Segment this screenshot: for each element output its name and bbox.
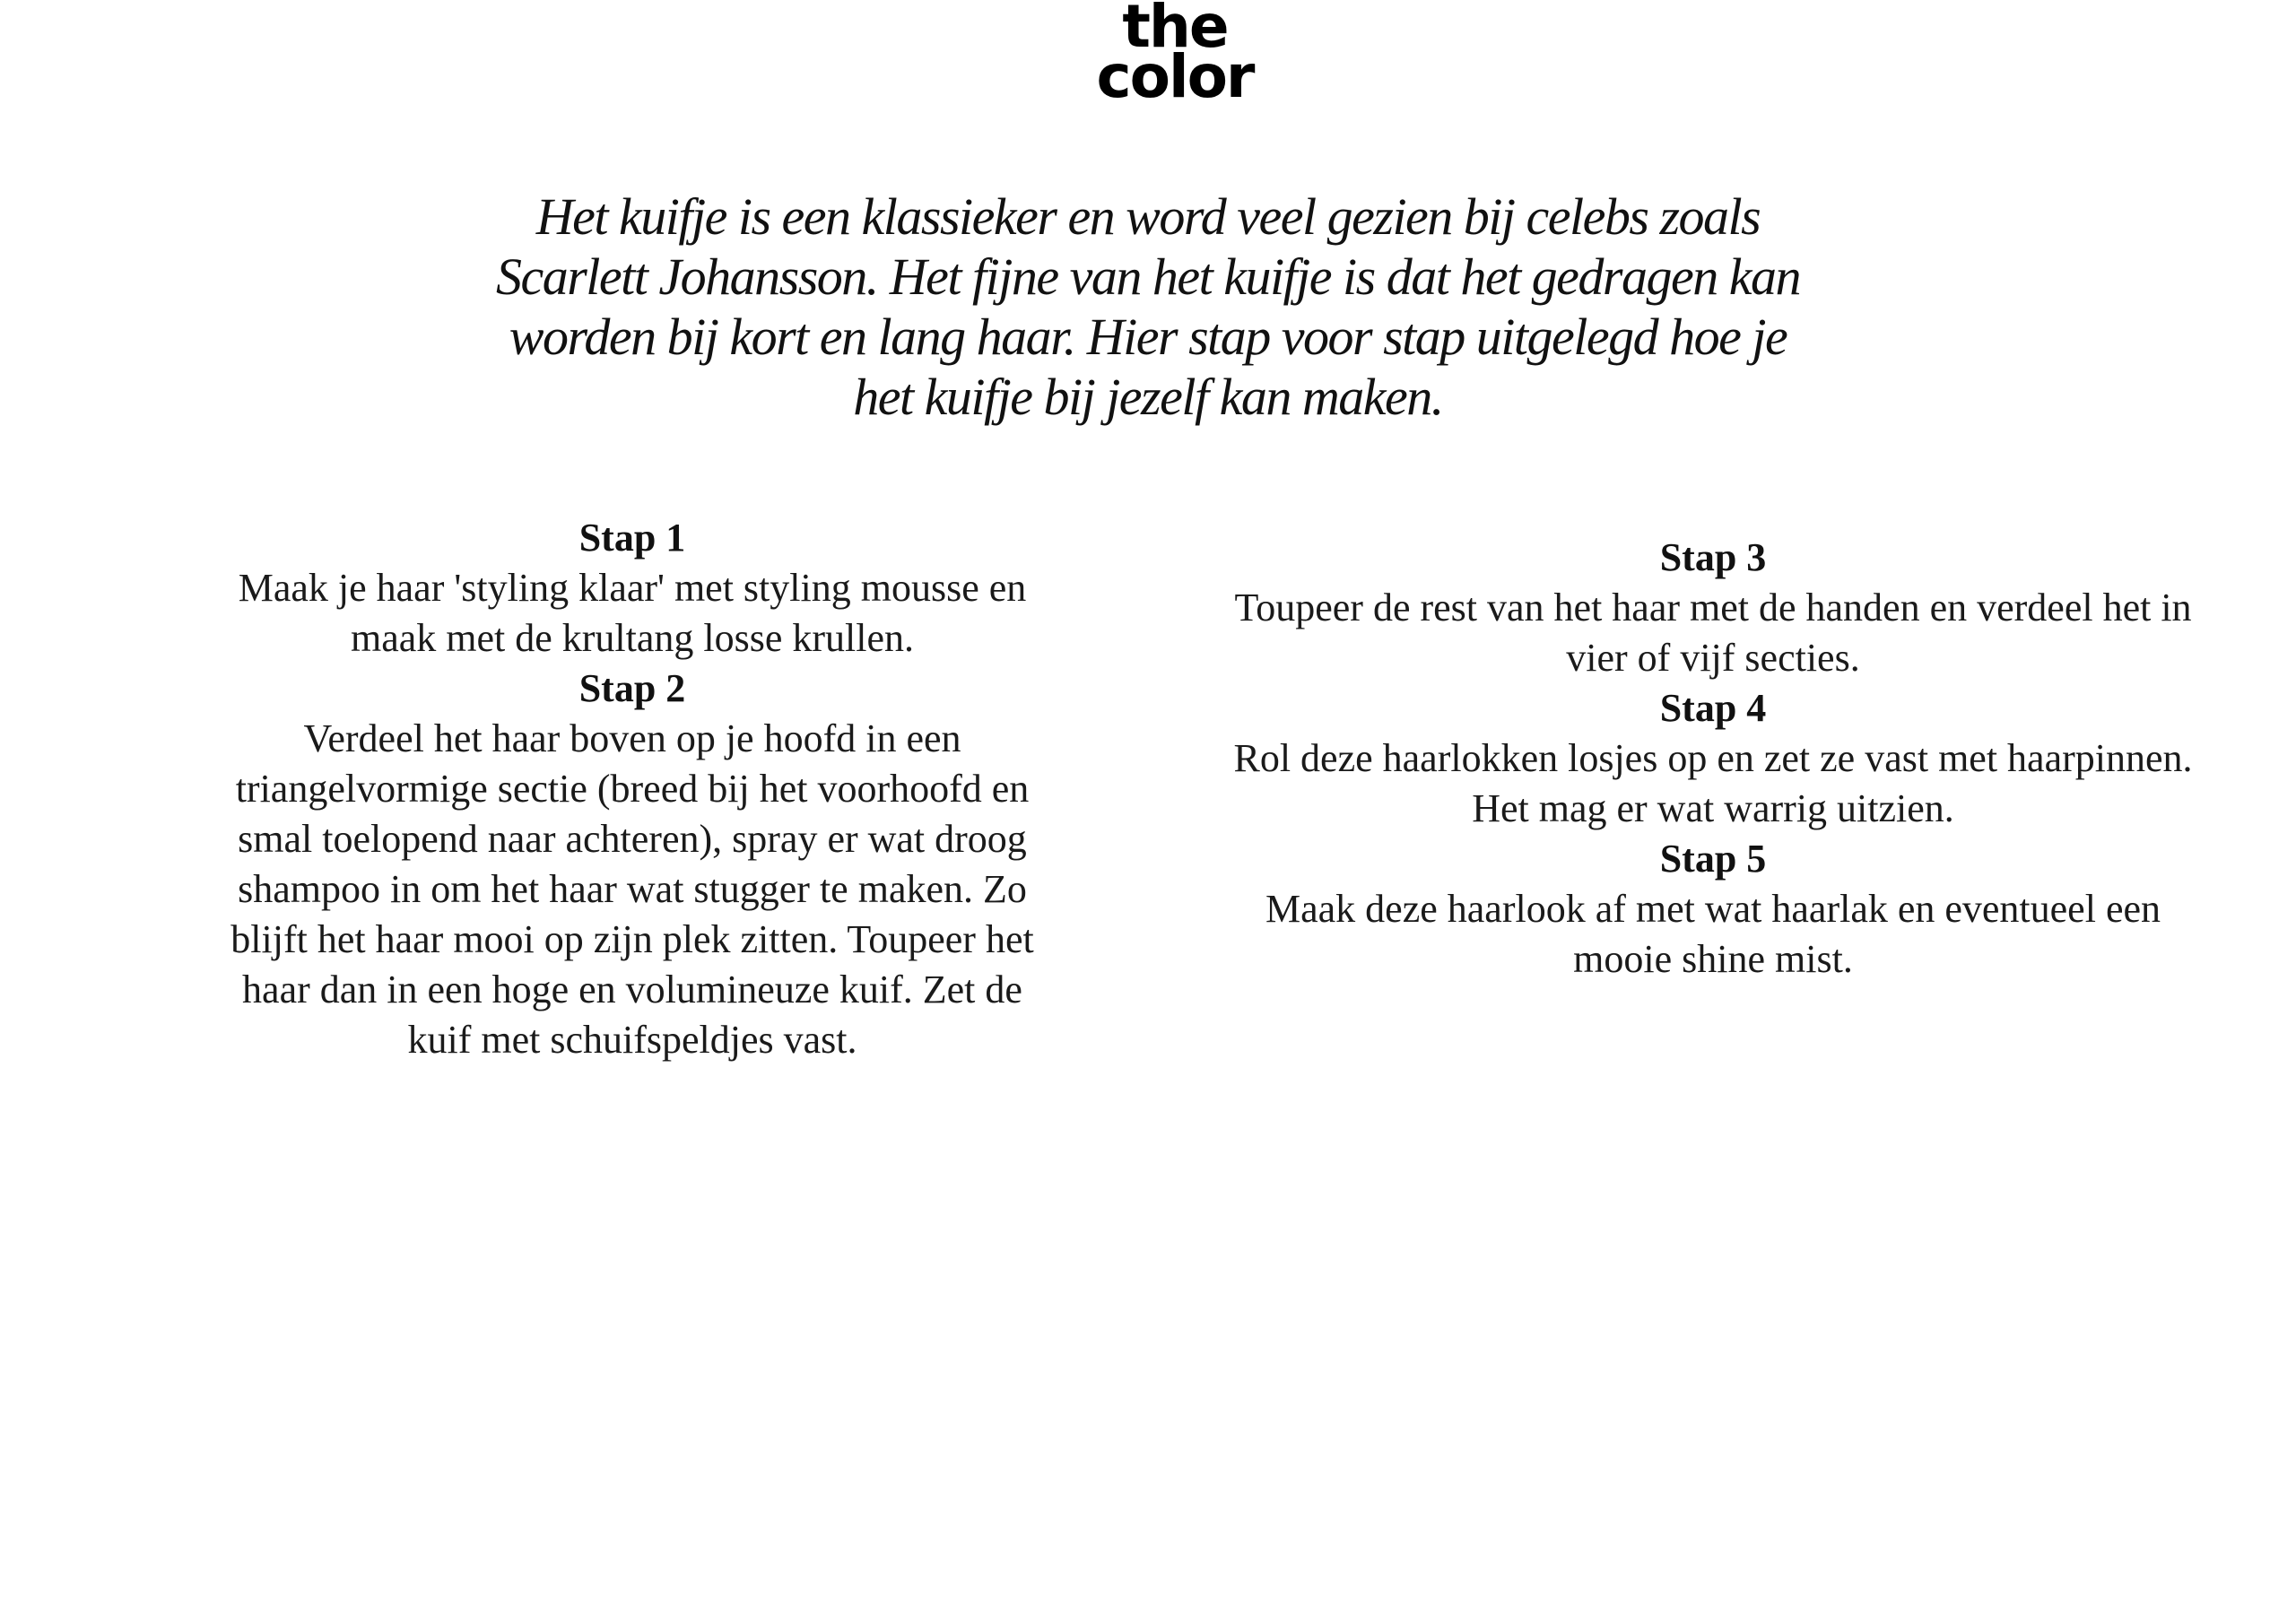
step-3-title: Stap 3 [1659, 535, 1767, 579]
steps-column-right [1220, 533, 2206, 985]
intro-paragraph: Het kuifje is een klassieker en word veel gezien bij celebs zoals Scarlett Johansson. Het fijne van het kuifje is dat het gedragen kan worden bij kort en lang haar. Hier stap voor stap uitgelegd hoe je het kuifje bij jezelf kan maken. [495, 187, 1800, 426]
logo-line-color: color [1096, 42, 1254, 111]
step-4 [1220, 683, 2206, 834]
step-1-text: Maak je haar 'styling klaar' met styling mousse en maak met de krultang losse krullen. [238, 566, 1027, 660]
step-4-title: Stap 4 [1659, 686, 1767, 730]
step-3-text: Toupeer de rest van het haar met de handen en verdeel het in vier of vijf secties. [1234, 586, 2192, 680]
steps-column-left [206, 513, 1058, 1065]
step-1 [206, 513, 1058, 664]
logo-line-the: the [1122, 0, 1228, 61]
step-4-text: Rol deze haarlokken losjes op en zet ze vast met haarpinnen. Het mag er wat warrig uitzien. [1233, 736, 2193, 830]
step-3 [1220, 533, 2206, 683]
step-5 [1220, 834, 2206, 985]
brand-logo [1058, 0, 1292, 111]
step-2 [206, 664, 1058, 1065]
step-2-title: Stap 2 [578, 666, 686, 710]
step-1-title: Stap 1 [578, 516, 686, 560]
step-5-title: Stap 5 [1659, 837, 1767, 881]
step-2-text: Verdeel het haar boven op je hoofd in een triangelvormige sectie (breed bij het voorhoofd en smal toelopend naar achteren), spray er wat droog shampoo in om het haar wat stugger te maken. Zo blijft het haar mooi op zijn plek zitten. Toupeer het haar dan in een hoge en volumineuze kuif. Zet de kuif met schuifspeldjes vast. [230, 716, 1034, 1062]
step-5-text: Maak deze haarlook af met wat haarlak en eventueel een mooie shine mist. [1265, 887, 2161, 981]
